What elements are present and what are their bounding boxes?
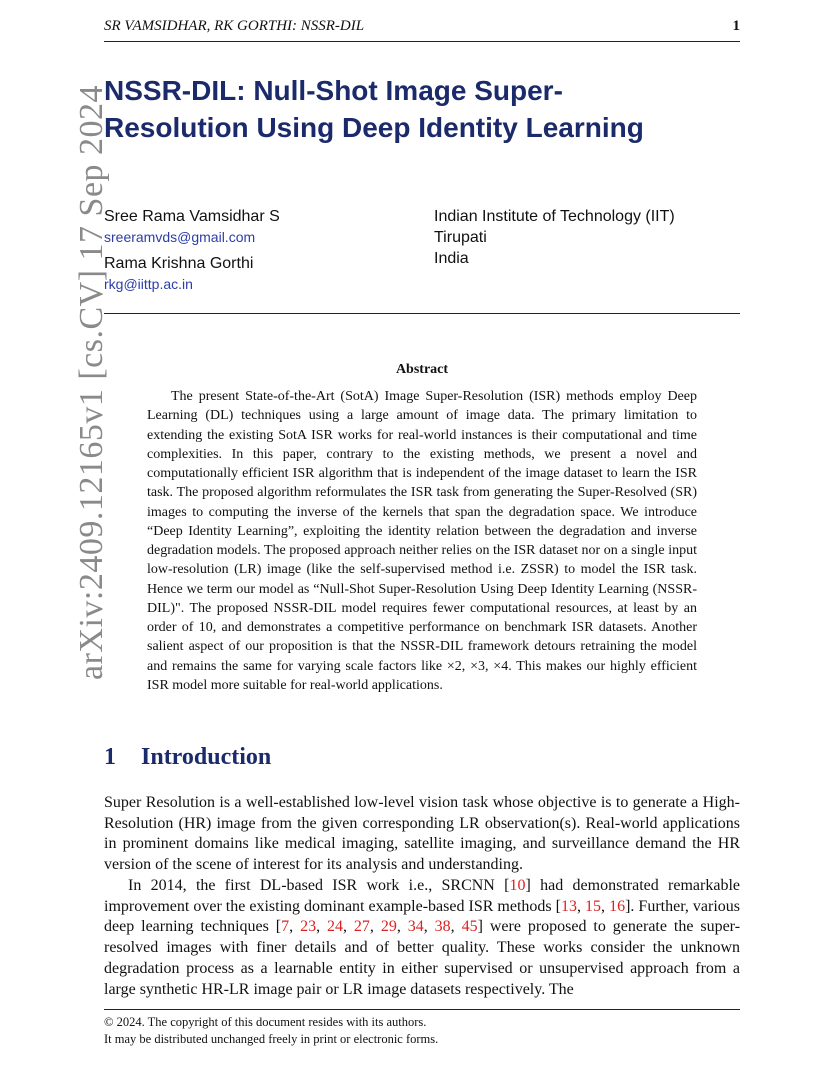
affiliation-line: Indian Institute of Technology (IIT)	[434, 208, 675, 225]
section-heading	[104, 744, 740, 771]
citation-link[interactable]: 10	[509, 877, 526, 894]
footnote-line: It may be distributed unchanged freely in print or electronic forms.	[104, 1032, 439, 1046]
citation-link[interactable]: 29	[380, 918, 397, 936]
citation-link[interactable]: 27	[353, 918, 370, 936]
citation-link[interactable]: 38	[434, 918, 451, 936]
citation-link[interactable]: 15	[585, 897, 602, 915]
author-1	[104, 206, 280, 247]
affiliation-line: India	[434, 250, 469, 267]
author-name: Rama Krishna Gorthi	[104, 255, 254, 272]
citation-link[interactable]: 34	[407, 918, 424, 936]
citation-link[interactable]: 24	[326, 918, 343, 936]
citation-link[interactable]: 45	[461, 918, 478, 936]
citation-link[interactable]: 23	[300, 918, 317, 936]
section-number: 1	[104, 744, 116, 770]
title-block-rule	[104, 313, 740, 314]
affiliation	[434, 206, 675, 269]
author-email-link[interactable]: rkg@iittp.ac.in	[104, 276, 193, 292]
abstract-text: The present State-of-the-Art (SotA) Image Super-Resolution (ISR) methods employ Deep Learning (DL) techniques using a large amount of image data. The primary limitation to extending the existing SotA ISR works for real-world instances is their computational and time complexities. In this paper, contrary to the existing methods, we present a novel and computationally efficient ISR algorithm that is independent of the image dataset to learn the ISR task. The proposed algorithm reformulates the ISR task from generating the Super-Resolved (SR) images to computing the inverse of the kernels that span the degradation space. We introduce “Deep Identity Learning”, exploiting the identity relation between the degradation and inverse degradation models. The proposed approach neither relies on the ISR dataset nor on a single input low-resolution (LR) image (like the self-supervised method i.e. ZSSR) to model the ISR task. Hence we term our model as “Null-Shot Super-Resolution Using Deep Identity Learning (NSSR-DIL)". The proposed NSSR-DIL model requires fewer computational resources, at least by an order of 10, and demonstrates a competitive performance on benchmark ISR datasets. Another salient aspect of our proposition is that the NSSR-DIL framework detours retraining the model and remains the same for varying scale factors like ×2, ×3, ×4. This makes our highly efficient ISR model more suitable for real-world applications.	[147, 389, 697, 693]
affiliation-line: Tirupati	[434, 229, 487, 246]
intro-paragraph-2: In 2014, the first DL-based ISR work i.e., SRCNN [10] had demonstrated remarkable improvement over the existing dominant example-based ISR methods [13, 15, 16]. Further, various deep learning techniques [7, 23, 24, 27, 29, 34, 38, 45] were proposed to generate the super-resolved images with finer details and of better quality. These works consider the unknown degradation process as a learnable entity in either supervised or unsupervised approach from a large synthetic HR-LR image pair or LR image datasets respectively. The	[104, 877, 741, 998]
footnote-line: © 2024. The copyright of this document resides with its authors.	[104, 1015, 427, 1029]
page-number: 1	[732, 18, 740, 34]
section-title: Introduction	[141, 744, 272, 770]
running-head-title: SR VAMSIDHAR, RK GORTHI: NSSR-DIL	[104, 18, 365, 34]
citation-link[interactable]: 7	[281, 918, 290, 936]
copyright-footnote	[104, 1014, 740, 1048]
arxiv-stamp: arXiv:2409.12165v1 [cs.CV] 17 Sep 2024	[73, 84, 110, 680]
footnote-rule	[104, 1009, 740, 1010]
author-2	[104, 253, 253, 294]
citation-link[interactable]: 16	[609, 897, 626, 915]
paper-title: NSSR-DIL: Null-Shot Image Super-Resolution Using Deep Identity Learning	[104, 75, 644, 143]
header-rule	[104, 41, 740, 42]
citation-link[interactable]: 13	[561, 897, 577, 915]
abstract-heading: Abstract	[395, 362, 449, 377]
running-head	[104, 16, 740, 38]
intro-paragraph-1: Super Resolution is a well-established low-level vision task whose objective is to generate a High-Resolution (HR) image from the given corresponding LR observation(s). Real-world applications in prominent domains like medical imaging, satellite imaging, and surveillance demand the HR version of the scene of interest for its analysis and understanding.	[104, 794, 740, 874]
author-name: Sree Rama Vamsidhar S	[104, 208, 280, 225]
author-email-link[interactable]: sreeramvds@gmail.com	[104, 229, 256, 245]
